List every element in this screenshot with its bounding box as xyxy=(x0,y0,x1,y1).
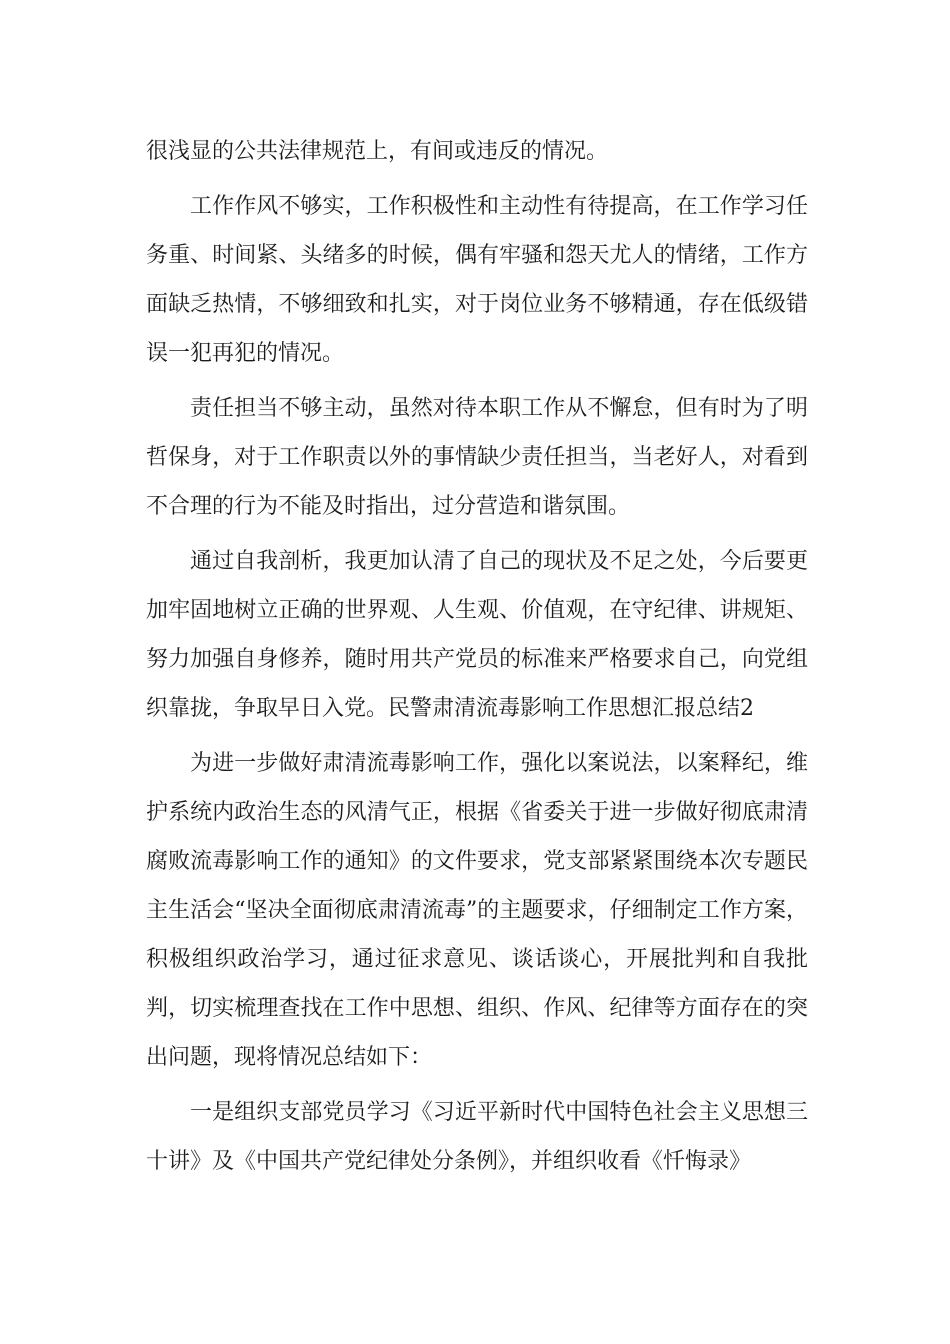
paragraph-point-one: 一是组织支部党员学习《习近平新时代中国特色社会主义思想三十讲》及《中国共产党纪律处分条例》，并组织收看《忏悔录》 xyxy=(146,1100,808,1174)
document-body xyxy=(146,127,808,1192)
paragraph-work-style: 工作作风不够实，工作积极性和主动性有待提高，在工作学习任务重、时间紧、头绪多的时候，偶有牢骚和怨天尤人的情绪，工作方面缺乏热情，不够细致和扎实，对于岗位业务不够精通，存在低级错误一犯再犯的情况。 xyxy=(146,194,808,366)
paragraph-introduction: 为进一步做好肃清流毒影响工作，强化以案说法，以案释纪，维护系统内政治生态的风清气正，根据《省委关于进一步做好彻底肃清腐败流毒影响工作的通知》的文件要求，党支部紧紧围绕本次专题民主生活会“坚决全面彻底肃清流毒”的主题要求，仔细制定工作方案，积极组织政治学习，通过征求意见、谈话谈心，开展批判和自我批判，切实梳理查找在工作中思想、组织、作风、纪律等方面存在的突出问题，现将情况总结如下： xyxy=(146,751,808,1070)
paragraph-responsibility: 责任担当不够主动，虽然对待本职工作从不懈怠，但有时为了明哲保身，对于工作职责以外的事情缺少责任担当，当老好人，对看到不合理的行为不能及时指出，过分营造和谐氛围。 xyxy=(146,396,808,519)
paragraph-self-analysis: 通过自我剖析，我更加认清了自己的现状及不足之处，今后要更加牢固地树立正确的世界观、人生观、价值观，在守纪律、讲规矩、努力加强自身修养，随时用共产党员的标准来严格要求自己，向党组织靠拢，争取早日入党。民警肃清流毒影响工作思想汇报总结2 xyxy=(146,549,808,721)
paragraph-continuation: 很浅显的公共法律规范上，有间或违反的情况。 xyxy=(146,139,609,164)
